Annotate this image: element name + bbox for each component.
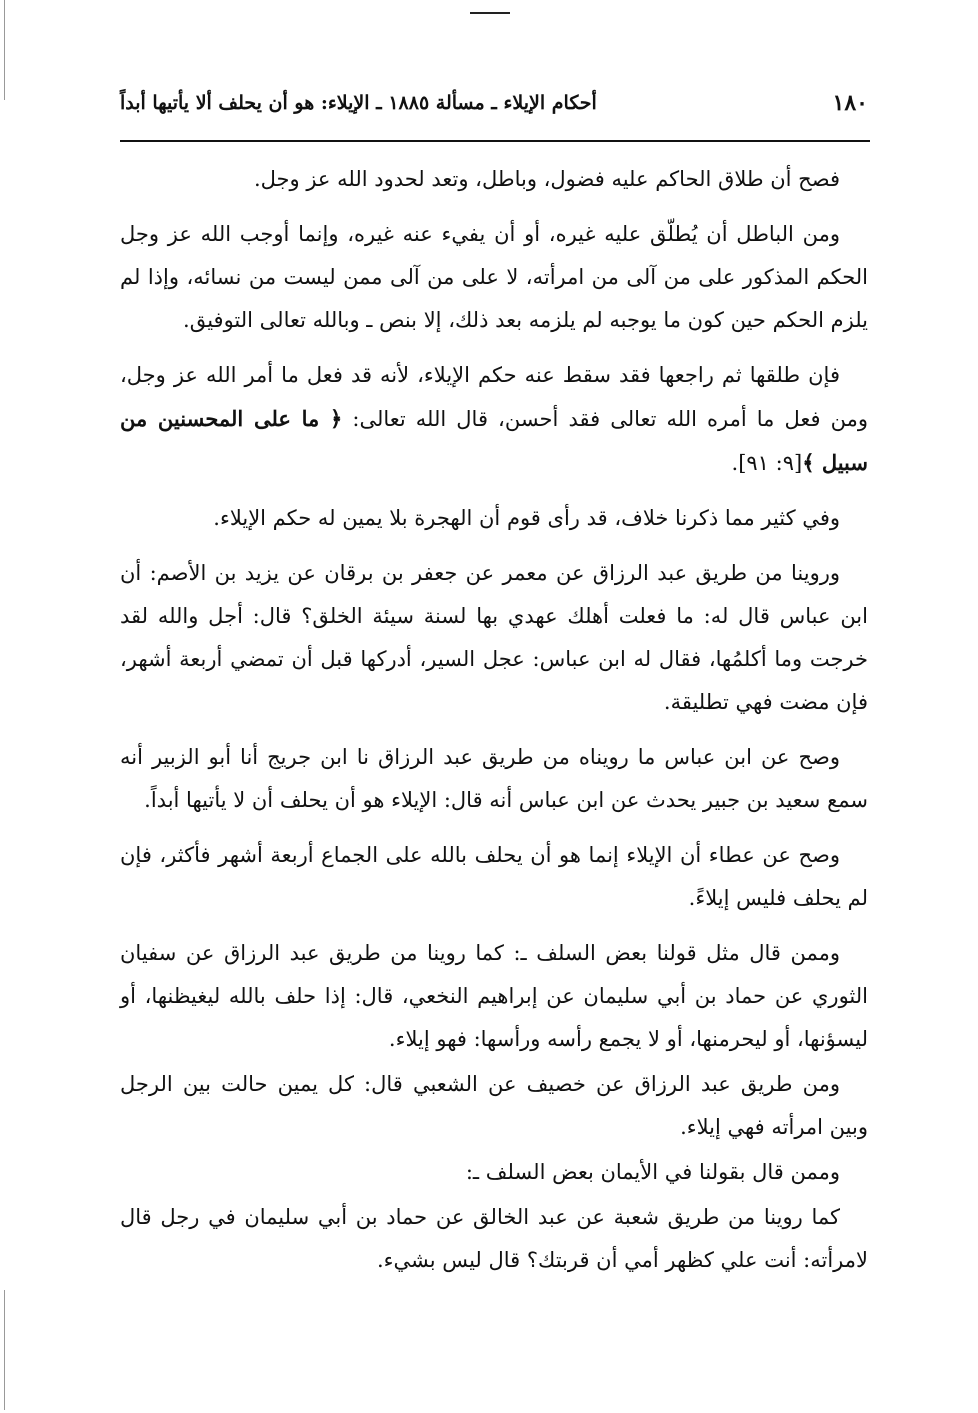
- paragraph: وفي كثير مما ذكرنا خلاف، قد رأى قوم أن الهجرة بلا يمين له حكم الإيلاء.: [213, 506, 840, 530]
- top-rule: [470, 12, 510, 14]
- paragraph-text: فإن طلقها ثم راجعها فقد سقط عنه حكم الإيلاء، لأنه قد فعل ما أمر الله عز وجل، ومن فعل ما أمره الله تعالى فقد أحسن، قال الله تعالى:: [120, 363, 869, 431]
- paragraph: ومن الباطل أن يُطلّق عليه غيره، أو أن يفيء عنه غيره، وإنما أوجب الله عز وجل الحكم المذكور على من آلى من امرأته، لا على من آلى ممن ليست من نسائه، وإذا لم يلزم الحكم حين كون ما يوجبه لم يلزمه بعد ذلك، إلا بنص ـ وبالله تعالى التوفيق.: [120, 222, 868, 332]
- page-number: ١٨٠: [832, 90, 868, 116]
- quran-quote: ﴿ ما على المحسنين من سبيل ﴾: [120, 406, 868, 475]
- paragraph: وصح عن عطاء أن الإيلاء إنما هو أن يحلف بالله على الجماع أربعة أشهر فأكثر، فإن لم يحلف فليس إيلاءً.: [120, 843, 868, 910]
- scan-edge-mark: [4, 0, 5, 100]
- paragraph: وروينا من طريق عبد الرزاق عن معمر عن جعفر بن برقان عن يزيد بن الأصم: أن ابن عباس قال له: ما فعلت أهلك عهدي بها لسنة سيئة الخلق؟ قال: أجل والله لقد خرجت وما أكلمُها، فقال له ابن عباس: عجل السير، أدركها قبل أن تمضي أربعة أشهر، فإن مضت فهي تطليقة.: [120, 561, 868, 714]
- paragraph: ومن طريق عبد الرزاق عن خصيف عن الشعبي قال: كل يمين حالت بين الرجل وبين امرأته فهي إيلاء.: [120, 1072, 868, 1139]
- paragraph: وصح عن ابن عباس ما رويناه من طريق عبد الرزاق نا ابن جريج أنا أبو الزبير أنه سمع سعيد بن جبير يحدث عن ابن عباس أنه قال: الإيلاء هو أن يحلف أن لا يأتيها أبداً.: [120, 745, 868, 812]
- page-header: [120, 86, 868, 126]
- paragraph: كما روينا من طريق شعبة عن عبد الخالق عن حماد بن أبي سليمان في رجل قال لامرأته: أنت علي كظهر أمي أن قربتك؟ قال ليس بشيء.: [120, 1205, 868, 1272]
- quran-reference: [٩: ٩١].: [731, 451, 803, 475]
- page-body: [120, 158, 868, 1284]
- paragraph: وممن قال مثل قولنا بعض السلف ـ: كما روينا من طريق عبد الرزاق عن سفيان الثوري عن حماد بن أبي سليمان عن إبراهيم النخعي، قال: إذا حلف بالله ليغيظنها، أو ليسؤنها، أو ليحرمنها، أو لا يجمع رأسه ورأسها: فهو إيلاء.: [120, 941, 868, 1051]
- paragraph: فصح أن طلاق الحاكم عليه فضول، وباطل، وتعد لحدود الله عز وجل.: [253, 167, 840, 191]
- paragraph: وممن قال بقولنا في الأيمان بعض السلف ـ:: [465, 1160, 840, 1184]
- header-rule: [120, 140, 870, 142]
- running-title: أحكام الإيلاء ـ مسألة ١٨٨٥ ـ الإيلاء: هو أن يحلف ألا يأتيها أبداً: [120, 92, 597, 114]
- scan-edge-mark: [4, 1290, 5, 1410]
- paragraph-with-quran-quote: [120, 354, 868, 485]
